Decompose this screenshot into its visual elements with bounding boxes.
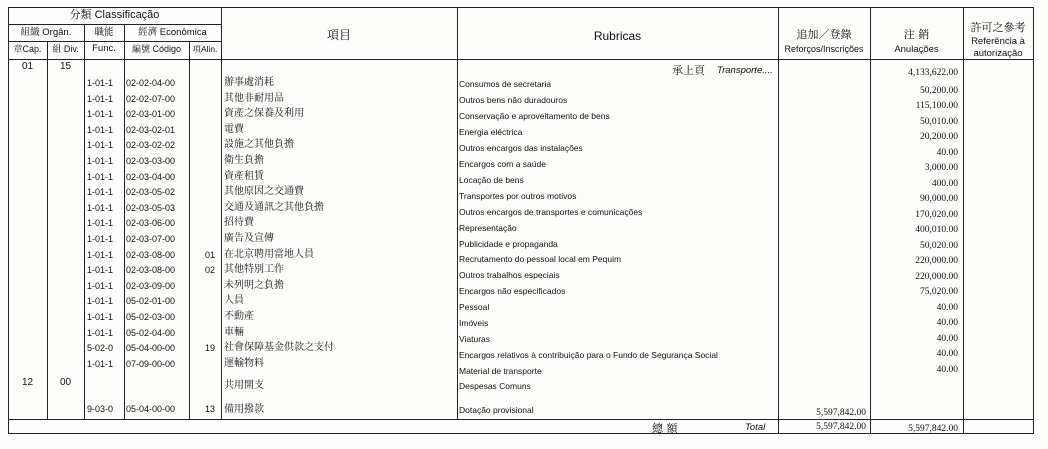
total-label: Total: [745, 422, 766, 433]
header-autorizacao-2: autorização: [973, 48, 1023, 59]
col-line: [778, 7, 779, 434]
row-codigo: 02-03-05-02: [126, 187, 176, 198]
row-func: 1-01-1: [87, 187, 114, 198]
col-line: [221, 7, 222, 419]
provisional-pt: Dotação provisional: [459, 405, 534, 415]
row-func: 1-01-1: [87, 218, 114, 229]
row-rubrica: Outros encargos das instalações: [459, 142, 583, 153]
row-item-zh: 在北京聘用當地人員: [224, 248, 314, 260]
row-rubrica: Material de transporte: [459, 366, 542, 377]
provisional-func: 9-03-0: [87, 404, 114, 414]
row-codigo: 02-03-02-02: [126, 140, 176, 151]
row-anulacoes: 20,200.00: [920, 132, 958, 143]
row-func: 1-01-1: [87, 156, 114, 166]
transporte-zh: 承上頁: [672, 64, 705, 77]
header-classificacao: 分類 Classificação: [69, 9, 160, 21]
row-func: 1-01-1: [87, 78, 114, 88]
row-anulacoes: 115,100.00: [915, 101, 958, 112]
row-rubrica: Consumos de secretaria: [459, 79, 552, 89]
row-func: 1-01-1: [87, 140, 114, 151]
row-func: 1-01-1: [87, 358, 114, 369]
total-reforcos: 5,597,842.00: [816, 422, 866, 432]
row-anulacoes: 220,000.00: [915, 271, 958, 282]
header-codigo: 編號 Código: [131, 44, 182, 54]
row-anulacoes: 40.00: [936, 318, 958, 329]
header-organ: 組織 Orgân.: [20, 27, 72, 38]
row-item-zh: 不動產: [224, 311, 254, 322]
row-codigo: 02-03-08-00: [126, 265, 176, 276]
provisional-codigo: 05-04-00-00: [126, 404, 176, 414]
row-anulacoes: 40.00: [936, 364, 958, 375]
header-div: 組 Div.: [52, 44, 79, 54]
row-func: 1-01-1: [87, 312, 114, 322]
row-codigo: 02-02-04-00: [126, 78, 176, 88]
row-codigo: 02-03-07-00: [126, 234, 176, 244]
row-func: 1-01-1: [87, 265, 114, 276]
row-codigo: 02-03-09-00: [126, 280, 176, 291]
row-func: 1-01-1: [87, 280, 114, 291]
row-alin: 02: [205, 265, 216, 276]
row-codigo: 02-02-07-00: [126, 93, 176, 104]
total-anulacoes: 5,597,842.00: [908, 424, 958, 434]
header-bottom-border: [8, 59, 1033, 60]
row-func: 1-01-1: [87, 296, 114, 307]
header-autorizacao-zh: 許可之參考: [970, 21, 1026, 34]
header-reforcos-zh: 追加／登錄: [796, 28, 852, 41]
header-cap: 章Cap.: [13, 44, 42, 54]
classification-divider: [8, 24, 221, 25]
row-anulacoes: 50,010.00: [920, 116, 958, 127]
row-anulacoes: 400.00: [931, 178, 958, 189]
row-anulacoes: 90,000.00: [920, 194, 958, 205]
row-item-zh: 電費: [224, 123, 244, 135]
row-rubrica: Encargos relativos à contribuição para o Fundo de Segurança Social: [459, 350, 718, 361]
row-anulacoes: 170,020.00: [915, 209, 958, 220]
row-rubrica: Encargos não especificados: [459, 286, 566, 297]
row-item-zh: 招待費: [224, 217, 254, 229]
row-item-zh: 交通及通訊之其他負擔: [224, 201, 324, 213]
header-func: Func.: [92, 43, 116, 54]
row-anulacoes: 40.00: [936, 333, 958, 344]
header-item-zh: 項目: [326, 28, 351, 42]
row-codigo: 05-04-00-00: [126, 343, 176, 354]
comuns-pt: Despesas Comuns: [459, 381, 531, 391]
row-rubrica: Viaturas: [459, 334, 491, 345]
row-item-zh: 社會保障基金供款之支付: [224, 342, 334, 354]
header-rubricas: Rubricas: [593, 29, 642, 43]
row-codigo: 05-02-04-00: [126, 327, 176, 338]
provisional-alin: 13: [205, 404, 216, 414]
col-line: [189, 41, 190, 419]
row-item-zh: 車輛: [224, 326, 244, 338]
row-func: 1-01-1: [87, 234, 114, 244]
row-codigo: 02-03-06-00: [126, 218, 176, 229]
row-codigo: 05-02-01-00: [126, 296, 176, 307]
col-line: [124, 24, 125, 419]
header-anulacoes-zh: 注 銷: [903, 28, 930, 41]
row-alin: 01: [205, 249, 216, 260]
row-rubrica: Outros trabalhos especiais: [459, 270, 560, 281]
row-alin: 19: [205, 343, 216, 354]
col-line: [963, 7, 964, 434]
row-rubrica: Outros encargos de transportes e comunicações: [459, 206, 643, 217]
row-item-zh: 衛生負擔: [224, 155, 264, 166]
comuns-zh: 共用開支: [224, 380, 264, 391]
row-codigo: 02-03-03-00: [126, 156, 176, 166]
provisional-reforcos: 5,597,842.00: [816, 408, 866, 418]
row-item-zh: 設施之其他負擔: [224, 139, 294, 151]
row-item-zh: 資產租賃: [224, 170, 264, 182]
row-anulacoes: 40.00: [936, 349, 958, 360]
row-anulacoes: 220,000.00: [915, 256, 958, 267]
row-item-zh: 運輸物料: [224, 357, 264, 369]
row-func: 5-02-0: [87, 343, 114, 354]
table-top-border: [8, 7, 1033, 8]
row-anulacoes: 75,020.00: [920, 287, 958, 298]
row-anulacoes: 400,010.00: [915, 225, 958, 236]
row-func: 1-01-1: [87, 124, 114, 135]
row-item-zh: 資產之保養及利用: [224, 108, 304, 120]
row-rubrica: Locação de bens: [459, 174, 524, 185]
row-anulacoes: 50,020.00: [920, 240, 958, 251]
row-rubrica: Imóveis: [459, 318, 489, 329]
row-codigo: 02-03-04-00: [126, 171, 176, 182]
row-rubrica: Publicidade e propaganda: [459, 238, 558, 249]
row-anulacoes: 40.00: [936, 147, 958, 158]
org-cap: 01: [21, 61, 34, 72]
header-reforcos: Reforços/Inscrições: [784, 44, 864, 54]
col-line: [457, 7, 458, 419]
row-rubrica: Transportes por outros motivos: [459, 190, 577, 201]
header-anulacoes: Anulações: [894, 44, 939, 55]
col-line: [47, 41, 48, 419]
row-rubrica: Encargos com a saúde: [459, 158, 546, 169]
header-alin: 項Alin.: [192, 44, 218, 54]
row-codigo: 02-03-08-00: [126, 249, 176, 260]
row-codigo: 02-03-01-00: [126, 109, 176, 120]
row-anulacoes: 40.00: [936, 302, 958, 313]
row-codigo: 02-03-05-03: [126, 202, 176, 213]
row-codigo: 07-09-00-00: [126, 358, 176, 369]
row-func: 1-01-1: [87, 109, 114, 120]
provisional-zh: 備用撥款: [224, 404, 264, 415]
transporte-label: Transporte....: [717, 65, 773, 76]
row-rubrica: Conservação e aproveitamento de bens: [459, 110, 610, 121]
total-zh: 總 額: [652, 422, 678, 435]
total-row-top-border: [8, 419, 1033, 420]
comuns-div: 00: [59, 377, 72, 388]
col-line: [84, 24, 85, 419]
org-div: 15: [59, 61, 72, 72]
header-autorizacao-1: Referência à: [971, 36, 1025, 47]
comuns-cap: 12: [21, 377, 34, 388]
row-rubrica: Energia eléctrica: [459, 126, 523, 137]
row-item-zh: 其他非耐用品: [224, 92, 284, 104]
row-item-zh: 人員: [224, 295, 244, 307]
row-item-zh: 未列明之負擔: [224, 279, 284, 291]
row-codigo: 02-03-02-01: [126, 124, 176, 135]
row-rubrica: Outros bens não duradouros: [459, 94, 568, 105]
row-item-zh: 其他特別工作: [224, 264, 284, 276]
row-func: 1-01-1: [87, 202, 114, 213]
row-func: 1-01-1: [87, 93, 114, 104]
row-func: 1-01-1: [87, 249, 114, 260]
row-rubrica: Recrutamento do pessoal local em Pequim: [459, 254, 622, 265]
row-item-zh: 廣告及宣傳: [224, 233, 274, 244]
row-rubrica: Pessoal: [459, 302, 490, 313]
row-codigo: 05-02-03-00: [126, 312, 176, 322]
row-rubrica: Representação: [459, 222, 517, 233]
row-item-zh: 辦事處消耗: [224, 77, 274, 88]
row-anulacoes: 50,200.00: [920, 86, 958, 96]
transporte-anulacoes: 4,133,622.00: [908, 68, 958, 78]
row-func: 1-01-1: [87, 171, 114, 182]
header-economica: 經濟 Econômica: [138, 27, 207, 38]
col-line: [1033, 7, 1034, 434]
row-anulacoes: 3,000.00: [924, 163, 958, 174]
row-func: 1-01-1: [87, 327, 114, 338]
header-func-zh: 職能: [94, 27, 114, 38]
row-item-zh: 其他原因之交通費: [224, 186, 304, 198]
